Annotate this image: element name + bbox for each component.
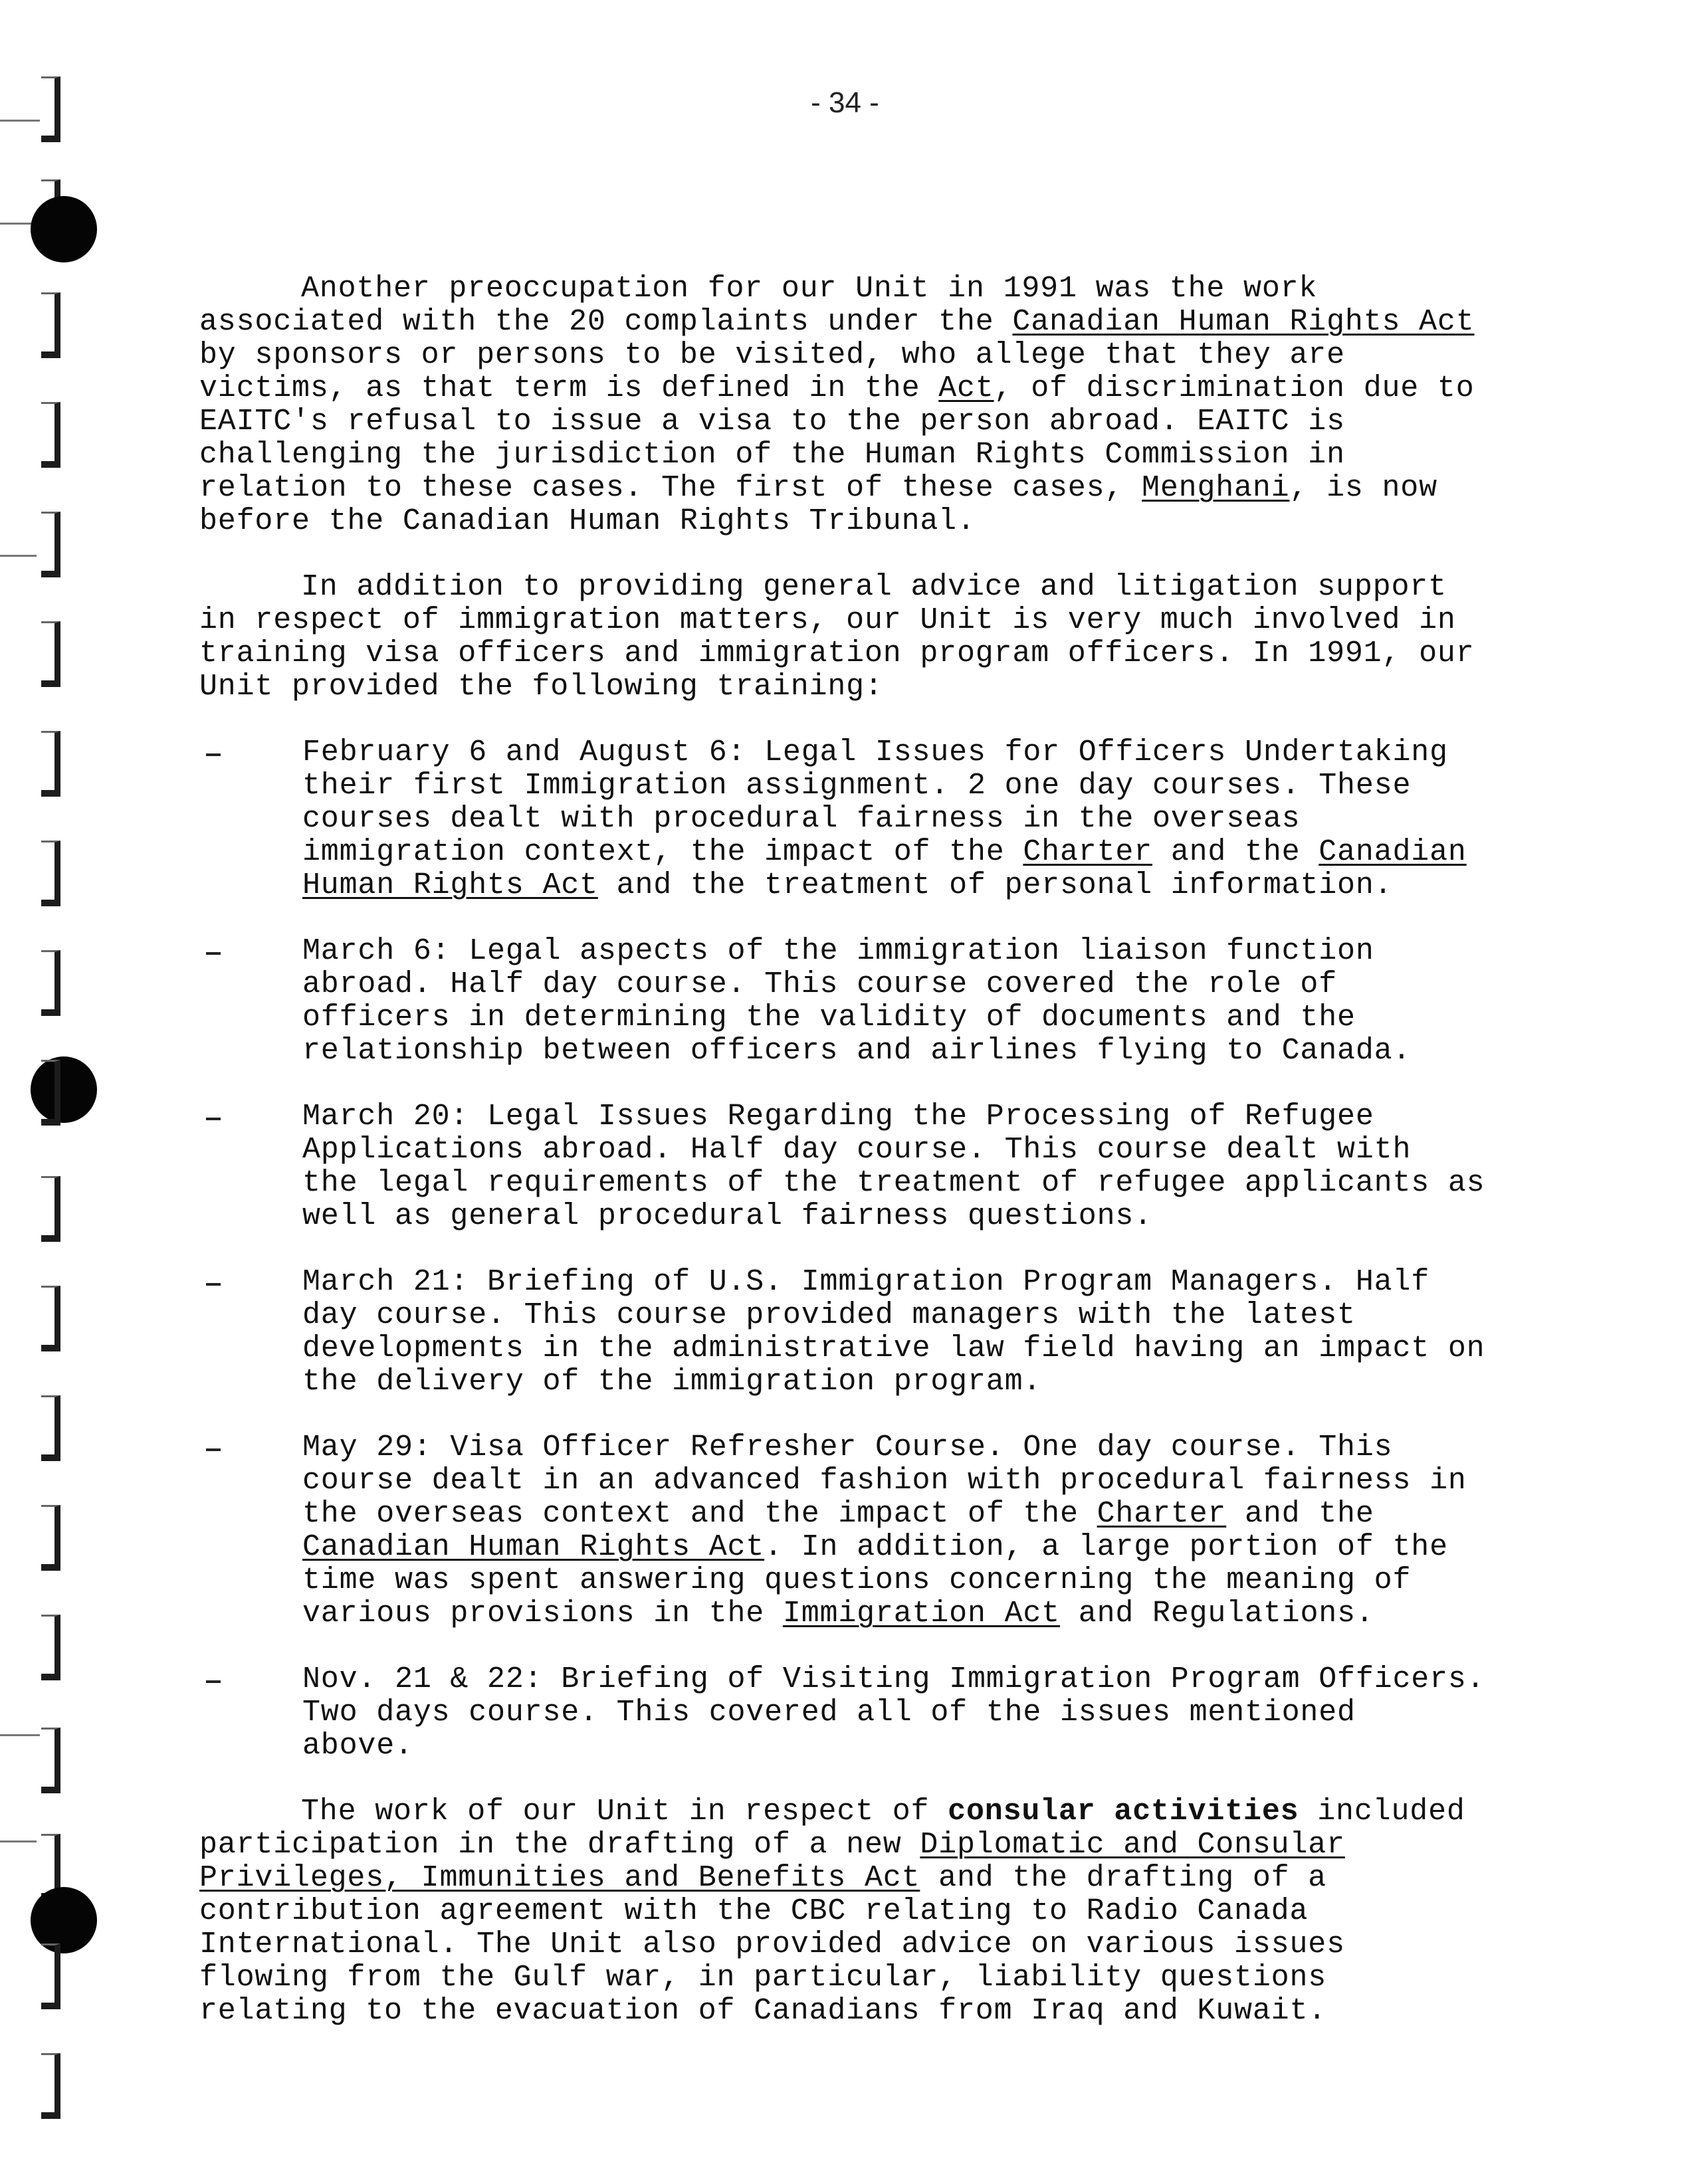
statute-reference: Charter [1097, 1497, 1227, 1531]
text-span: contribution agreement with the CBC relating to Radio Canada [199, 1894, 1309, 1928]
binder-clip [41, 950, 60, 1016]
text-span: March 20: Legal Issues Regarding the Processing of Refugee [302, 1100, 1374, 1134]
binder-clip [41, 841, 60, 906]
text-span: well as general procedural fairness questions. [302, 1199, 1153, 1233]
text-span: Applications abroad. Half day course. This course dealt with [302, 1133, 1412, 1167]
text-span: March 6: Legal aspects of the immigration liaison function [302, 934, 1374, 968]
list-item-text [199, 1100, 1608, 1233]
text-span: the delivery of the immigration program. [302, 1365, 1042, 1399]
text-span: developments in the administrative law field having an impact on [302, 1332, 1485, 1365]
text-line [302, 1332, 1608, 1365]
list-item [199, 736, 1608, 902]
page-number: - 34 - [811, 86, 879, 119]
text-span: day course. This course provided managers with the latest [302, 1298, 1356, 1332]
text-line [199, 472, 1608, 505]
text-line [199, 1995, 1608, 2028]
text-span: relationship between officers and airlines flying to Canada. [302, 1034, 1412, 1068]
list-item [199, 1431, 1608, 1631]
text-line [199, 505, 1608, 538]
text-span: and Regulations. [1060, 1597, 1374, 1631]
text-line [302, 1597, 1608, 1631]
list-item [199, 935, 1608, 1068]
text-span: officers in determining the validity of documents and the [302, 1001, 1356, 1035]
text-span: training visa officers and immigration program officers. In 1991, our [199, 637, 1475, 670]
text-line [199, 306, 1608, 339]
punch-hole [31, 1887, 97, 1953]
statute-reference: Diplomatic and Consular [920, 1828, 1345, 1862]
paragraph-training-intro [199, 571, 1608, 704]
text-span: associated with the 20 complaints under the [199, 305, 1013, 339]
statute-reference: Charter [1023, 835, 1153, 869]
text-line [302, 1200, 1608, 1233]
text-span: and the [1152, 835, 1319, 869]
statute-reference: Privileges, Immunities and Benefits Act [199, 1861, 920, 1895]
dash-bullet-icon [206, 1663, 226, 1696]
text-span: various provisions in the [302, 1597, 783, 1631]
text-span: Two days course. This covered all of the issues mentioned [302, 1696, 1356, 1730]
text-line [302, 1299, 1608, 1332]
text-span: in respect of immigration matters, our Unit is very much involved in [199, 603, 1456, 637]
list-item-text [199, 1266, 1608, 1399]
binder-clip [41, 1615, 60, 1680]
punch-hole [31, 1056, 97, 1123]
text-span: flowing from the Gulf war, in particular, liability questions [199, 1961, 1327, 1995]
text-line [199, 405, 1608, 439]
text-line [302, 1663, 1608, 1696]
text-span: time was spent answering questions concerning the meaning of [302, 1563, 1412, 1597]
text-line [199, 339, 1608, 372]
text-line [302, 736, 1608, 769]
emphasis-term: consular activities [948, 1795, 1299, 1829]
text-span: May 29: Visa Officer Refresher Course. One day course. This [302, 1431, 1393, 1464]
margin-tick [0, 223, 33, 225]
list-item [199, 1663, 1608, 1763]
text-line [302, 1464, 1608, 1498]
list-item-text [199, 1431, 1608, 1631]
text-span: , of discrimination due to [994, 371, 1475, 405]
text-span: Unit provided the following training: [199, 670, 883, 704]
statute-reference: Canadian Human Rights Act [1012, 305, 1475, 339]
text-span: the legal requirements of the treatment of refugee applicants as [302, 1166, 1485, 1200]
case-name: Menghani [1142, 471, 1290, 505]
text-line [199, 571, 1608, 604]
text-line [302, 769, 1608, 803]
list-item [199, 1266, 1608, 1399]
binder-clip [41, 731, 60, 797]
text-line [199, 1829, 1608, 1862]
text-line [199, 1862, 1608, 1895]
text-span: and the drafting of a [920, 1861, 1327, 1895]
dash-bullet-icon [206, 1266, 226, 1299]
text-span: March 21: Briefing of U.S. Immigration Program Managers. Half [302, 1265, 1430, 1299]
text-line [199, 604, 1608, 637]
binder-clip [41, 512, 60, 577]
document-body [199, 272, 1608, 2060]
binder-clip [41, 1395, 60, 1461]
binder-clip [41, 1505, 60, 1571]
text-line [302, 1134, 1608, 1167]
text-line [302, 1564, 1608, 1597]
list-item-text [199, 1663, 1608, 1763]
text-line [302, 968, 1608, 1001]
text-line [302, 1498, 1608, 1531]
text-line [199, 670, 1608, 704]
text-line [302, 836, 1608, 869]
text-span: relating to the evacuation of Canadians from Iraq and Kuwait. [199, 1994, 1327, 2028]
list-item-text [199, 935, 1608, 1068]
paragraph-human-rights-complaints [199, 272, 1608, 538]
binder-clip [41, 2053, 60, 2119]
text-span: International. The Unit also provided advice on various issues [199, 1928, 1345, 1961]
training-list [199, 736, 1608, 1763]
paragraph-consular-activities [199, 1795, 1608, 2028]
text-span: included [1299, 1795, 1465, 1829]
text-line [199, 1961, 1608, 1995]
text-line [302, 1431, 1608, 1464]
text-line [199, 272, 1608, 306]
text-line [302, 1730, 1608, 1763]
text-line [302, 869, 1608, 902]
text-span: The work of our Unit in respect of [301, 1795, 948, 1829]
binder-margin [0, 0, 93, 2184]
margin-tick [0, 1840, 37, 1842]
statute-reference: Human Rights Act [302, 868, 598, 902]
text-span: course dealt in an advanced fashion with procedural fairness in [302, 1464, 1467, 1498]
text-line [302, 1167, 1608, 1200]
text-span: EAITC's refusal to issue a visa to the person abroad. EAITC is [199, 405, 1345, 439]
text-line [302, 1035, 1608, 1068]
text-span: and the treatment of personal information. [597, 868, 1393, 902]
dash-bullet-icon [206, 935, 226, 968]
list-item-text [199, 736, 1608, 902]
text-line [302, 1531, 1608, 1564]
text-line [302, 803, 1608, 836]
text-span: challenging the jurisdiction of the Human Rights Commission in [199, 438, 1345, 472]
binder-clip [41, 1060, 60, 1126]
text-line [199, 1928, 1608, 1961]
text-span: Nov. 21 & 22: Briefing of Visiting Immigration Program Officers. [302, 1662, 1485, 1696]
text-span: courses dealt with procedural fairness in the overseas [302, 802, 1301, 836]
binder-clip [41, 402, 60, 468]
margin-tick [0, 555, 37, 557]
dash-bullet-icon [206, 1431, 226, 1464]
text-line [199, 637, 1608, 670]
text-span: In addition to providing general advice and litigation support [301, 570, 1447, 604]
text-span: by sponsors or persons to be visited, who allege that they are [199, 338, 1345, 372]
statute-reference: Canadian [1319, 835, 1467, 869]
text-span: relation to these cases. The first of these cases, [199, 471, 1142, 505]
margin-tick [0, 1734, 40, 1736]
text-line [302, 1365, 1608, 1399]
statute-reference: Immigration Act [782, 1597, 1060, 1631]
punch-hole [31, 196, 97, 262]
text-line [302, 1266, 1608, 1299]
text-span: victims, as that term is defined in the [199, 371, 939, 405]
text-span: . In addition, a large portion of the [764, 1530, 1448, 1564]
text-span: immigration context, the impact of the [302, 835, 1023, 869]
text-span: February 6 and August 6: Legal Issues for Officers Undertaking [302, 736, 1448, 769]
text-span: before the Canadian Human Rights Tribunal. [199, 504, 976, 538]
text-span: Another preoccupation for our Unit in 1991 was the work [301, 272, 1318, 306]
text-line [302, 1696, 1608, 1730]
text-span: abroad. Half day course. This course covered the role of [302, 967, 1338, 1001]
statute-reference: Canadian Human Rights Act [302, 1530, 765, 1564]
text-line [199, 1795, 1608, 1829]
text-line [199, 1895, 1608, 1928]
binder-clip [41, 1176, 60, 1242]
binder-clip [41, 1728, 60, 1793]
text-span: and the [1226, 1497, 1374, 1531]
list-item [199, 1100, 1608, 1233]
text-span: , is now [1289, 471, 1437, 505]
binder-clip [41, 1943, 60, 2009]
text-line [302, 1001, 1608, 1035]
text-span: their first Immigration assignment. 2 one day courses. These [302, 769, 1412, 803]
binder-clip [41, 1286, 60, 1351]
text-span: the overseas context and the impact of the [302, 1497, 1097, 1531]
text-span: above. [302, 1729, 413, 1763]
text-line [302, 935, 1608, 968]
text-line [199, 439, 1608, 472]
text-span: participation in the drafting of a new [199, 1828, 920, 1862]
statute-reference: Act [938, 371, 994, 405]
binder-clip [41, 292, 60, 358]
margin-tick [0, 120, 40, 122]
text-line [199, 372, 1608, 405]
dash-bullet-icon [206, 736, 226, 769]
dash-bullet-icon [206, 1100, 226, 1134]
binder-clip [41, 621, 60, 687]
text-line [302, 1100, 1608, 1134]
